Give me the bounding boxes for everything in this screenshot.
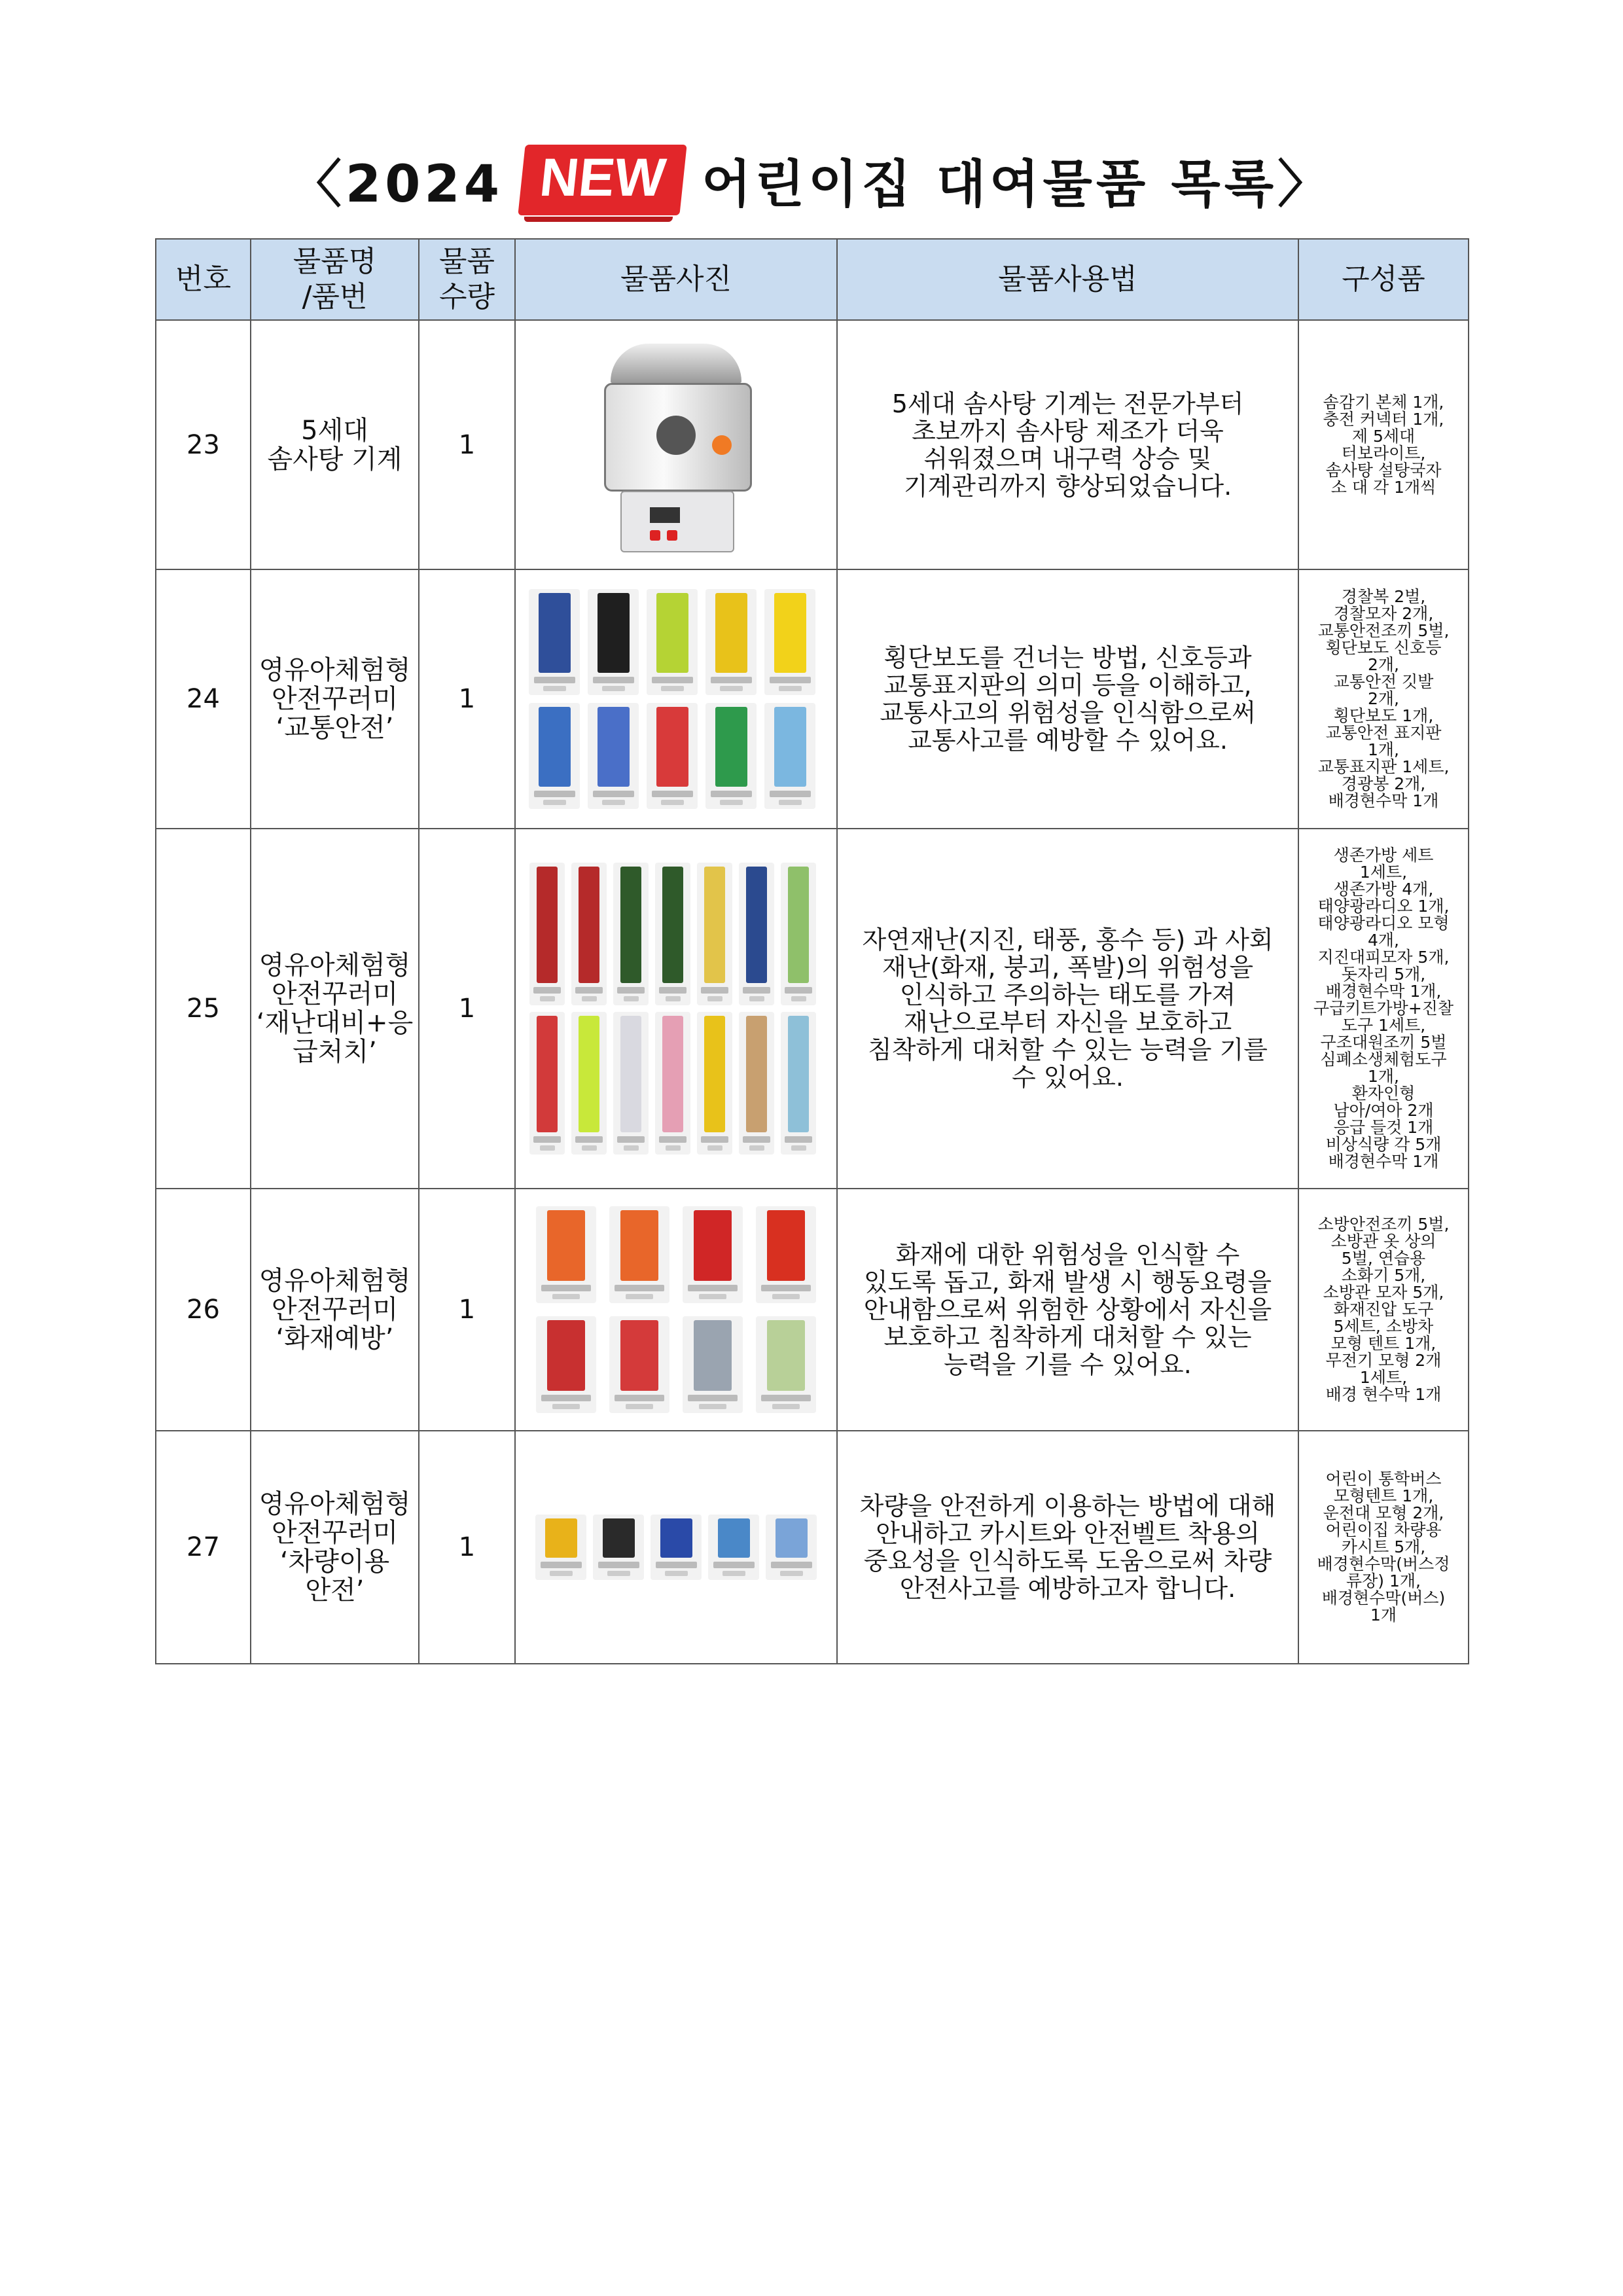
item-number: 26 — [156, 1189, 251, 1431]
product-thumbnail — [655, 863, 690, 1005]
product-thumbnail — [705, 703, 757, 809]
item-number: 23 — [156, 320, 251, 569]
header-quantity: 물품 수량 — [419, 239, 515, 320]
product-thumbnail — [609, 1316, 669, 1413]
header-item-name: 물품명 /품번 — [251, 239, 419, 320]
table-header-row — [156, 239, 1469, 320]
table-row — [156, 320, 1469, 569]
item-name: 영유아체험형 안전꾸러미 ‘차량이용 안전’ — [251, 1431, 419, 1664]
product-thumbnail — [613, 1012, 649, 1155]
table-row — [156, 1431, 1469, 1664]
product-thumbnail — [764, 589, 815, 695]
product-thumbnail — [529, 703, 580, 809]
item-components: 소방안전조끼 5벌, 소방관 옷 상의 5벌, 연습용 소화기 5개, 소방관 모자 5개, 화재진압 도구 5세트, 소방차 모형 텐트 1개, 무전기 모형 2개 1세트, 배경 현수막 1개 — [1298, 1189, 1469, 1431]
product-thumbnail — [739, 863, 774, 1005]
header-photo: 물품사진 — [515, 239, 837, 320]
product-thumbnail — [705, 589, 757, 695]
product-thumbnail — [609, 1206, 669, 1303]
item-usage: 자연재난(지진, 태풍, 홍수 등) 과 사회 재난(화재, 붕괴, 폭발)의 위험성을 인식하고 주의하는 태도를 가져 재난으로부터 자신을 보호하고 침착하게 대처할 수 있는 능력을 기를 수 있어요. — [837, 829, 1298, 1189]
item-number: 27 — [156, 1431, 251, 1664]
title-prefix: 〈2024 — [290, 155, 503, 214]
product-thumbnail — [571, 1012, 607, 1155]
page-title — [0, 131, 1623, 229]
item-name: 영유아체험형 안전꾸러미 ‘화재예방’ — [251, 1189, 419, 1431]
fire-prevention-kit-image — [536, 1206, 816, 1413]
product-thumbnail — [536, 1316, 596, 1413]
item-usage: 5세대 솜사탕 기계는 전문가부터 초보까지 솜사탕 제조가 더욱 쉬워졌으며 내구력 상승 및 기계관리까지 향상되었습니다. — [837, 320, 1298, 569]
header-usage: 물품사용법 — [837, 239, 1298, 320]
item-components: 솜감기 본체 1개, 충전 커넥터 1개, 제 5세대 터보라이트, 솜사탕 설탕국자 소 대 각 1개씩 — [1298, 320, 1469, 569]
item-photo — [515, 569, 837, 829]
product-thumbnail — [588, 703, 639, 809]
product-thumbnail — [781, 863, 816, 1005]
product-thumbnail — [647, 703, 698, 809]
disaster-firstaid-kit-image — [529, 863, 823, 1155]
item-quantity: 1 — [419, 1189, 515, 1431]
product-thumbnail — [651, 1515, 702, 1580]
item-quantity: 1 — [419, 320, 515, 569]
product-thumbnail — [529, 589, 580, 695]
product-thumbnail — [647, 589, 698, 695]
new-badge: NEW — [518, 145, 687, 215]
item-quantity: 1 — [419, 829, 515, 1189]
item-photo — [515, 1189, 837, 1431]
product-thumbnail — [588, 589, 639, 695]
table-row — [156, 569, 1469, 829]
traffic-safety-kit-image — [529, 589, 823, 809]
table-row — [156, 1189, 1469, 1431]
rental-items-table — [155, 238, 1469, 1664]
item-quantity: 1 — [419, 1431, 515, 1664]
item-name: 영유아체험형 안전꾸러미 ‘교통안전’ — [251, 569, 419, 829]
product-thumbnail — [529, 863, 565, 1005]
cotton-candy-machine-image — [604, 337, 748, 553]
product-thumbnail — [655, 1012, 690, 1155]
product-thumbnail — [535, 1515, 586, 1580]
item-name: 영유아체험형 안전꾸러미 ‘재난대비+응 급처치’ — [251, 829, 419, 1189]
item-number: 24 — [156, 569, 251, 829]
product-thumbnail — [571, 863, 607, 1005]
product-thumbnail — [683, 1206, 743, 1303]
product-thumbnail — [536, 1206, 596, 1303]
product-thumbnail — [756, 1206, 816, 1303]
item-usage: 화재에 대한 위험성을 인식할 수 있도록 돕고, 화재 발생 시 행동요령을 안내함으로써 위험한 상황에서 자신을 보호하고 침착하게 대처할 수 있는 능력을 기를 수 있어요. — [837, 1189, 1298, 1431]
product-thumbnail — [613, 863, 649, 1005]
product-thumbnail — [593, 1515, 644, 1580]
item-components: 어린이 통학버스 모형텐트 1개, 운전대 모형 2개, 어린이집 차량용 카시트 5개, 배경현수막(버스정 류장) 1개, 배경현수막(버스) 1개 — [1298, 1431, 1469, 1664]
product-thumbnail — [529, 1012, 565, 1155]
item-name: 5세대 솜사탕 기계 — [251, 320, 419, 569]
table-row — [156, 829, 1469, 1189]
item-photo — [515, 320, 837, 569]
product-thumbnail — [697, 1012, 732, 1155]
item-photo — [515, 1431, 837, 1664]
product-thumbnail — [756, 1316, 816, 1413]
item-components: 생존가방 세트 1세트, 생존가방 4개, 태양광라디오 1개, 태양광라디오 모형 4개, 지진대피모자 5개, 돗자리 5개, 배경현수막 1개, 구급키트가방+진찰 도구 1세트, 구조대원조끼 5벌 심폐소생체험도구 1개, 환자인형 남아/여아 2개 응급 들것 1개 비상식량 각 5개 배경현수막 1개 — [1298, 829, 1469, 1189]
item-components: 경찰복 2벌, 경찰모자 2개, 교통안전조끼 5벌, 횡단보도 신호등 2개, 교통안전 깃발 2개, 횡단보도 1개, 교통안전 표지판 1개, 교통표지판 1세트, 경광봉 2개, 배경현수막 1개 — [1298, 569, 1469, 829]
item-number: 25 — [156, 829, 251, 1189]
item-usage: 차량을 안전하게 이용하는 방법에 대해 안내하고 카시트와 안전벨트 착용의 중요성을 인식하도록 도움으로써 차량 안전사고를 예방하고자 합니다. — [837, 1431, 1298, 1664]
item-photo — [515, 829, 837, 1189]
product-thumbnail — [764, 703, 815, 809]
header-number: 번호 — [156, 239, 251, 320]
product-thumbnail — [766, 1515, 817, 1580]
item-usage: 횡단보도를 건너는 방법, 신호등과 교통표지판의 의미 등을 이해하고, 교통사고의 위험성을 인식함으로써 교통사고를 예방할 수 있어요. — [837, 569, 1298, 829]
title-suffix: 어린이집 대여물품 목록〉 — [702, 155, 1333, 214]
item-quantity: 1 — [419, 569, 515, 829]
vehicle-safety-kit-image — [535, 1515, 817, 1580]
product-thumbnail — [708, 1515, 759, 1580]
product-thumbnail — [739, 1012, 774, 1155]
product-thumbnail — [697, 863, 732, 1005]
product-thumbnail — [683, 1316, 743, 1413]
header-components: 구성품 — [1298, 239, 1469, 320]
product-thumbnail — [781, 1012, 816, 1155]
